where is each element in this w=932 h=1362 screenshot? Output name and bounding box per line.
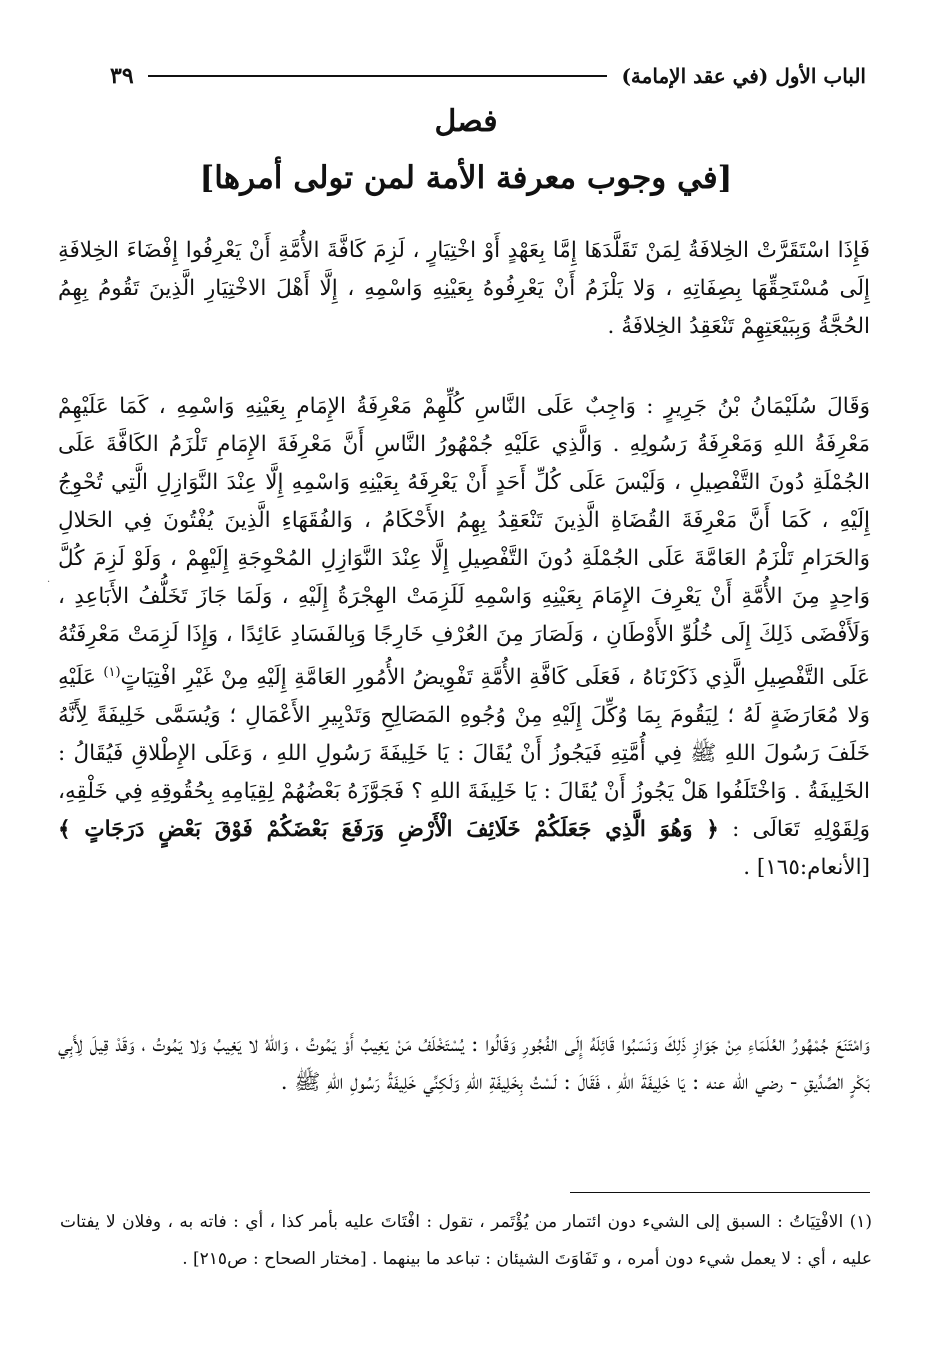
page-number: ٣٩ — [110, 63, 134, 89]
section-title: فصل — [434, 104, 498, 139]
footnote-1: (١) الافْتِيَاتُ : السبق إلى الشيء دون ائتمار من يُؤْتَمر ، تقول : افْتَاتَ عليه بأمر كذا ، أي : فاته به ، وفلان لا يفتات عليه ، أي : لا يعمل شيء دون أمره ، و تَفَاوَتَ الشيئان : تباعد ما بينهما . [مختار الصحاح : ص٢١٥] . — [60, 1212, 872, 1269]
footnote-divider — [570, 1192, 870, 1193]
paragraph-2-text-b: عَلَيْهِ وَلا مُعَارَضَةٍ لَهُ ؛ لِيَقُومَ بِمَا وُكِّلَ إِلَيْهِ مِنْ وُجُوهِ المَصَالِحِ وَتَدْبِيرِ الأَعْمَالِ ؛ وَيُسَمَّى خَلِيفَةً لِأَنَّهُ خَلَفَ رَسُولَ اللهِ ﷺ فِي أُمَّتِهِ فَيَجُوزُ أَنْ يُقَالَ : يَا خَلِيفَةَ رَسُولِ اللهِ ، وَعَلَى الإِطْلاقِ فَيُقَالُ : الخَلِيفَةُ . وَاخْتَلَفُوا هَلْ يَجُوزُ أَنْ يُقَالَ : يَا خَلِيفَةَ اللهِ ؟ فَجَوَّزَهُ بَعْضُهُمْ لِقِيَامِهِ بِحُقُوقِهِ فِي خَلْقِهِ، وَلِقَوْلِهِ تَعَالَى : — [58, 665, 870, 843]
section-subtitle: [في وجوب معرفة الأمة لمن تولى أمرها] — [199, 160, 733, 196]
paragraph-3: وَامْتَنَعَ جُمْهُورُ العُلَمَاءِ مِنْ جَوَازِ ذَلِكَ وَنَسَبُوا قَائِلَهُ إِلَى الفُجُورِ وَقَالُوا : يُسْتَخْلَفُ مَنْ يَغِيبُ أَوْ يَمُوتُ ، وَاللهُ لا يَغِيبُ وَلا يَمُوتُ ، وَقَدْ قِيلَ لِأَبِي بَكْرٍ الصِّدِّيقِ - رضي الله عنه : يَا خَلِيفَةَ اللهِ ، فَقَالَ : لَسْتُ بِخَلِيفَةِ اللهِ وَلَكِنِّي خَلِيفَةُ رَسُولِ اللهِ ﷺ . — [58, 1032, 870, 1095]
footnote-reference: (١) — [103, 665, 121, 680]
paragraph-2 — [58, 388, 870, 887]
scan-speck-mark: · — [47, 577, 51, 588]
verse-citation: [الأنعام:١٦٥] . — [743, 855, 870, 881]
paragraph-1: فَإِذَا اسْتَقَرَّتْ الخِلافَةُ لِمَنْ تَقَلَّدَهَا إِمَّا بِعَهْدٍ أَوْ اخْتِيَارٍ ، لَزِمَ كَافَّةَ الأُمَّةِ أَنْ يَعْرِفُوا إِفْضَاءَ الخِلافَةِ إِلَى مُسْتَحِقِّهَا بِصِفَاتِهِ ، وَلا يَلْزَمُ أَنْ يَعْرِفُوهُ بِعَيْنِهِ وَاسْمِهِ ، إِلَّا أَهْلَ الاخْتِيَارِ الَّذِينَ تَقُومُ بِهِمُ الحُجَّةُ وَبِبَيْعَتِهِمْ تَنْعَقِدُ الخِلافَةُ . — [58, 238, 870, 339]
quran-verse: ﴿ وَهُوَ الَّذِي جَعَلَكُمْ خَلَائِفَ الْأَرْضِ وَرَفَعَ بَعْضَكُمْ فَوْقَ بَعْضٍ دَرَجَاتٍ ﴾ — [58, 817, 719, 843]
header-rule — [148, 75, 608, 77]
running-title: الباب الأول (في عقد الإمامة) — [621, 64, 866, 88]
paragraph-2-text-a: وَقَالَ سُلَيْمَانُ بْنُ جَرِيرٍ : وَاجِبٌ عَلَى النَّاسِ كُلِّهِمْ مَعْرِفَةُ الإِمَامِ بِعَيْنِهِ وَاسْمِهِ ، كَمَا عَلَيْهِمْ مَعْرِفَةُ اللهِ وَمَعْرِفَةُ رَسُولِهِ . وَالَّذِي عَلَيْهِ جُمْهُورُ النَّاسِ أَنَّ مَعْرِفَةَ الإِمَامِ تَلْزَمُ الكَافَّةَ عَلَى الجُمْلَةِ دُونَ التَّفْصِيلِ ، وَلَيْسَ عَلَى كُلِّ أَحَدٍ أَنْ يَعْرِفَهُ بِعَيْنِهِ وَاسْمِهِ إِلَّا عِنْدَ النَّوَازِلِ الَّتِي تُحْوِجُ إِلَيْهِ ، كَمَا أَنَّ مَعْرِفَةَ القُضَاةِ الَّذِينَ تَنْعَقِدُ بِهِمُ الأَحْكَامُ ، وَالفُقَهَاءِ الَّذِينَ يُفْتُونَ فِي الحَلالِ وَالحَرَامِ تَلْزَمُ العَامَّةَ عَلَى الجُمْلَةِ دُونَ التَّفْصِيلِ إِلَّا عِنْدَ النَّوَازِلِ المُحْوِجَةِ إِلَيْهِمْ ، وَلَوْ لَزِمَ كُلَّ وَاحِدٍ مِنَ الأُمَّةِ أَنْ يَعْرِفَ الإِمَامَ بِعَيْنِهِ وَاسْمِهِ لَلَزِمَتْ الهِجْرَةُ إِلَيْهِ ، وَلَمَا جَازَ تَخَلُّفُ الأَبَاعِدِ ، وَلَأَفْضَى ذَلِكَ إِلَى خُلُوِّ الأَوْطَانِ ، وَلَصَارَ مِنَ العُرْفِ خَارِجًا وَبِالفَسَادِ عَائِدًا ، وَإِذَا لَزِمَتْ مَعْرِفَتُهُ عَلَى التَّفْصِيلِ الَّذِي ذَكَرْنَاهُ ، فَعَلَى كَافَّةِ الأُمَّةِ تَفْوِيضُ الأُمُورِ العَامَّةِ إِلَيْهِ مِنْ غَيْرِ افْتِيَاتٍ — [58, 394, 870, 691]
page-header — [110, 58, 866, 94]
